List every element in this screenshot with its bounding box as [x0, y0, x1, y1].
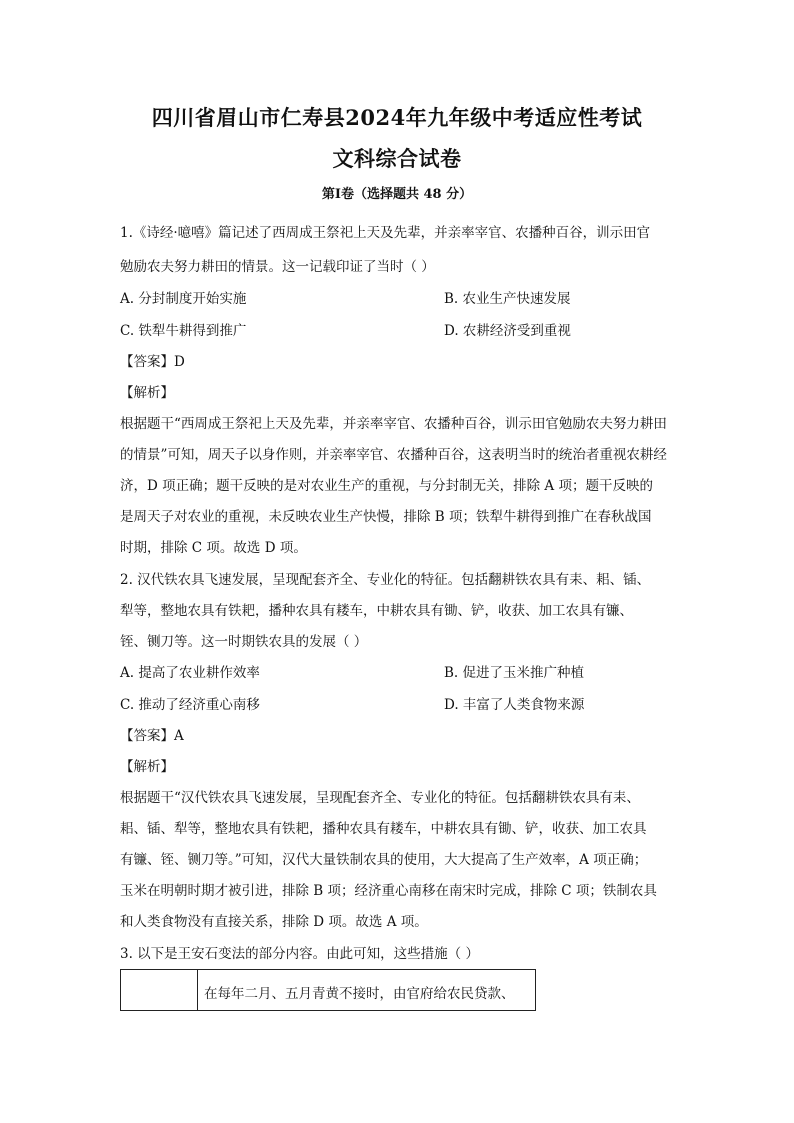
q2-option-a: A. 提高了农业耕作效率: [120, 665, 260, 681]
q2-option-b: B. 促进了玉米推广种植: [444, 665, 585, 681]
q1-stem-line1: 1.《诗经·噫嘻》篇记述了西周成王祭祀上天及先辈，并亲率宰官、农播种百谷，训示田官: [120, 225, 651, 241]
q2-stem-line3: 铚、铡刀等。这一时期铁农具的发展（ ）: [120, 634, 368, 650]
q1-option-b: B. 农业生产快速发展: [444, 291, 571, 307]
q2-analysis-line: 有镰、铚、铡刀等。”可知，汉代大量铁制农具的使用，大大提高了生产效率，A 项正确；: [120, 852, 648, 868]
q2-stem-line2: 犁等，整地农具有铁耙，播种农具有耧车，中耕农具有锄、铲，收获、加工农具有镰、: [120, 603, 633, 619]
exam-title: 四川省眉山市仁寿县2024年九年级中考适应性考试: [151, 105, 643, 130]
q3-table-content-cell: 在每年二月、五月青黄不接时，由官府给农民贷款、: [204, 986, 515, 1002]
q2-analysis-line: 耜、锸、犁等，整地农具有铁耙，播种农具有耧车，中耕农具有锄、铲，收获、加工农具: [120, 821, 647, 837]
q1-analysis-line: 时期，排除 C 项。故选 D 项。: [120, 540, 307, 556]
q1-analysis-line: 的情景”可知，周天子以身作则，并亲率宰官、农播种百谷，这表明当时的统治者重视农耕经: [120, 447, 667, 463]
q2-option-d: D. 丰富了人类食物来源: [444, 697, 585, 713]
q3-table: [120, 969, 536, 1011]
q1-stem-line2: 勉励农夫努力耕田的情景。这一记载印证了当时（ ）: [120, 259, 435, 275]
q3-stem-line1: 3. 以下是王安石变法的部分内容。由此可知，这些措施（ ）: [120, 946, 479, 962]
q1-analysis-label: 【解析】: [120, 385, 174, 401]
q2-option-c: C. 推动了经济重心南移: [120, 697, 260, 713]
q1-option-a: A. 分封制度开始实施: [120, 291, 247, 307]
exam-subtitle: 文科综合试卷: [332, 146, 462, 171]
q2-stem-line1: 2. 汉代铁农具飞速发展，呈现配套齐全、专业化的特征。包括翻耕铁农具有耒、耜、锸、: [120, 572, 651, 588]
q3-table-label-cell: [121, 970, 198, 1010]
q1-option-d: D. 农耕经济受到重视: [444, 323, 571, 339]
q1-analysis-line: 济，D 项正确；题干反映的是对农业生产的重视，与分封制无关，排除 A 项；题干反映的: [120, 478, 653, 494]
q2-analysis-line: 和人类食物没有直接关系，排除 D 项。故选 A 项。: [120, 914, 428, 930]
section-heading: 第Ⅰ卷（选择题共 48 分）: [321, 187, 473, 202]
q2-analysis-line: 玉米在明朝时期才被引进，排除 B 项；经济重心南移在南宋时完成，排除 C 项；铁制农具: [120, 883, 657, 899]
q2-analysis-line: 根据题干“汉代铁农具飞速发展，呈现配套齐全、专业化的特征。包括翻耕铁农具有耒、: [120, 790, 640, 806]
q2-answer: 【答案】A: [120, 728, 184, 744]
q2-analysis-label: 【解析】: [120, 759, 174, 775]
q1-option-c: C. 铁犁牛耕得到推广: [120, 323, 247, 339]
q1-analysis-line: 是周天子对农业的重视，未反映农业生产快慢，排除 B 项；铁犁牛耕得到推广在春秋战国: [120, 509, 652, 525]
q1-analysis-line: 根据题干“西周成王祭祀上天及先辈，并亲率宰官、农播种百谷，训示田官勉励农夫努力耕田: [120, 416, 667, 432]
q1-answer: 【答案】D: [120, 354, 185, 370]
